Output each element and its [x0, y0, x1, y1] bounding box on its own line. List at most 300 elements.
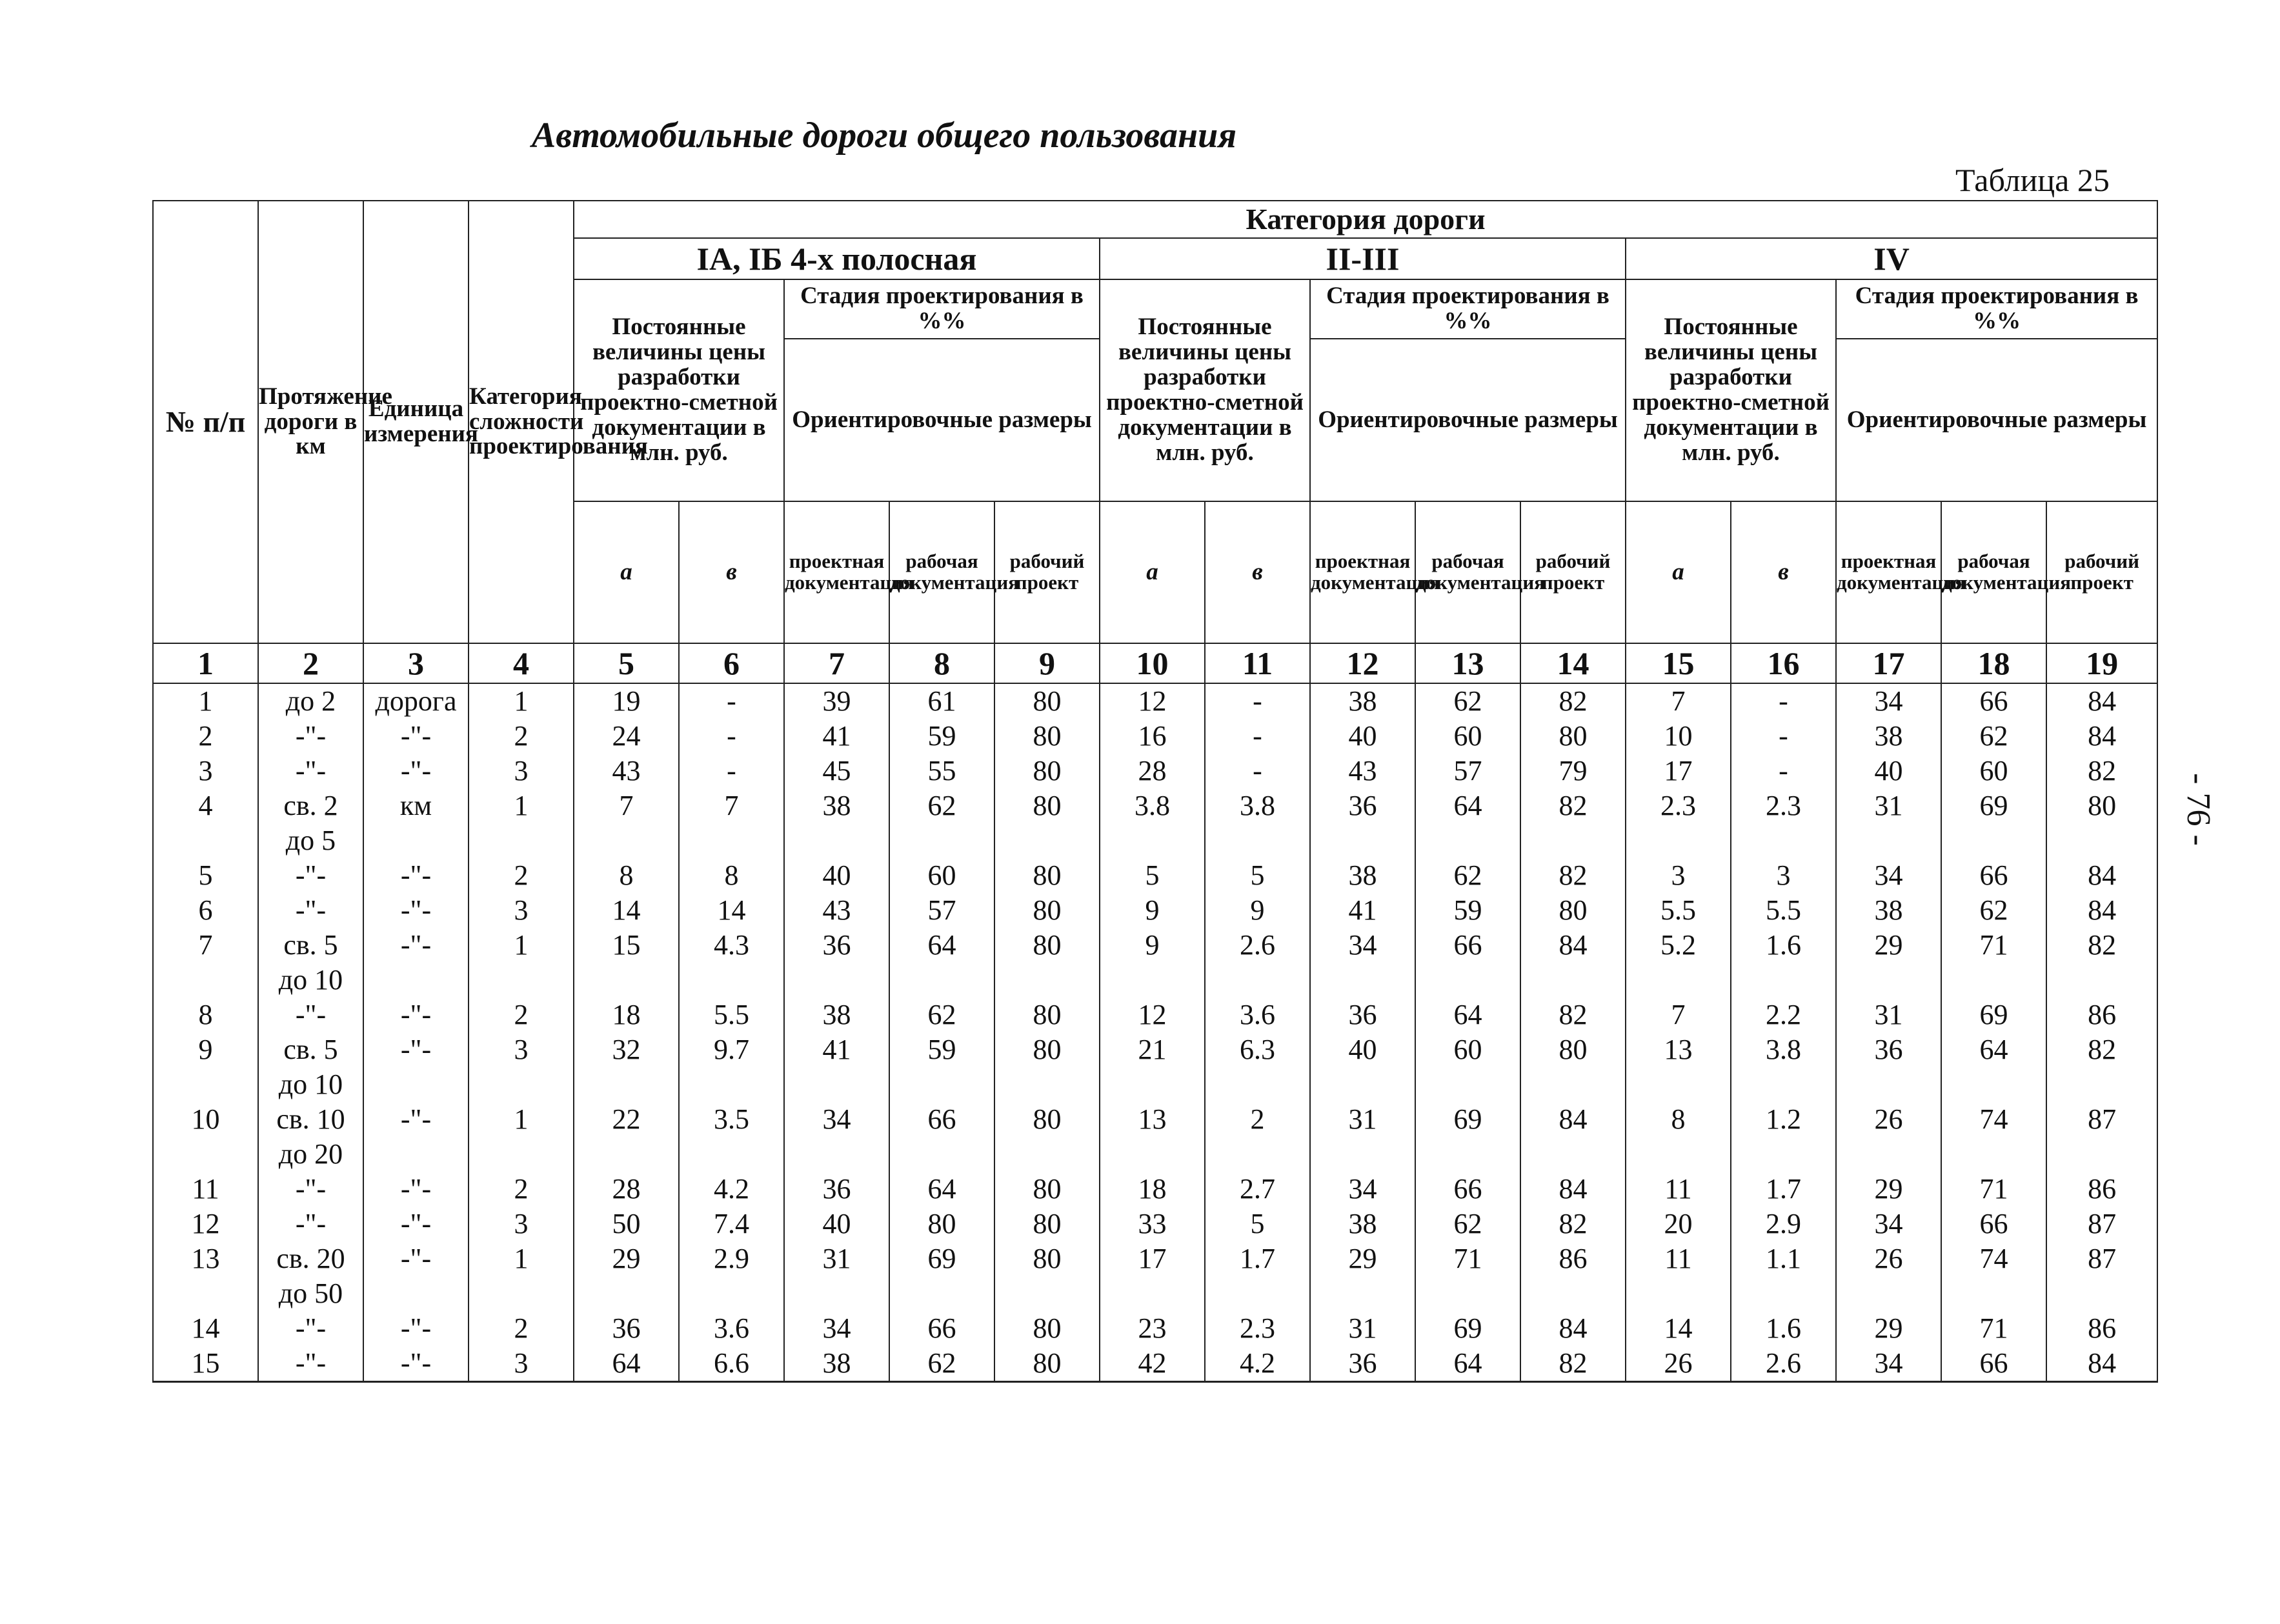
group-1-design-stage: Стадия проектирования в %%	[784, 279, 1100, 339]
table-cell: 69	[1415, 1102, 1520, 1172]
table-cell: 59	[889, 1032, 994, 1102]
table-cell: 57	[1415, 754, 1520, 788]
table-cell: 84	[1520, 1311, 1626, 1346]
table-cell: 34	[1836, 858, 1941, 893]
group-2-constant-values: Постоянные величины цены разработки проектно-сметной документации в млн. руб.	[1100, 279, 1310, 501]
table-cell: 38	[784, 1346, 889, 1382]
table-cell: 12	[153, 1207, 258, 1241]
group-title-2: II-III	[1100, 238, 1626, 279]
column-number: 18	[1941, 643, 2046, 683]
table-cell: 5	[1100, 858, 1205, 893]
table-cell: -"-	[363, 858, 469, 893]
table-cell: 62	[889, 997, 994, 1032]
table-cell: 66	[1941, 858, 2046, 893]
table-cell: 36	[1310, 1346, 1415, 1382]
table-cell: 28	[1100, 754, 1205, 788]
table-row	[153, 1311, 2157, 1346]
table-cell: 86	[2046, 1311, 2157, 1346]
table-cell: 43	[1310, 754, 1415, 788]
table-cell: 36	[1310, 997, 1415, 1032]
table-cell: до 2	[258, 683, 363, 719]
group-2-working-project: рабочий проект	[1520, 501, 1626, 643]
table-cell: 6.6	[679, 1346, 784, 1382]
table-row	[153, 997, 2157, 1032]
table-cell: 31	[1836, 788, 1941, 858]
table-cell: 1.7	[1731, 1172, 1836, 1207]
table-cell: 2.3	[1731, 788, 1836, 858]
table-cell: 60	[1415, 1032, 1520, 1102]
table-cell: 38	[1310, 1207, 1415, 1241]
table-cell: -	[679, 719, 784, 754]
table-cell: 2.3	[1626, 788, 1731, 858]
table-cell: 6.3	[1205, 1032, 1310, 1102]
table-cell: 66	[1415, 928, 1520, 997]
table-cell: -"-	[363, 997, 469, 1032]
column-number: 6	[679, 643, 784, 683]
table-cell: -"-	[258, 1346, 363, 1382]
table-cell: 14	[153, 1311, 258, 1346]
table-cell: 38	[1836, 719, 1941, 754]
table-cell: -	[1205, 683, 1310, 719]
table-cell: -"-	[363, 754, 469, 788]
table-cell: 80	[994, 1241, 1100, 1311]
column-number: 11	[1205, 643, 1310, 683]
table-cell: 4.3	[679, 928, 784, 997]
table-cell: -"-	[258, 1172, 363, 1207]
table-cell: 84	[2046, 858, 2157, 893]
column-number: 15	[1626, 643, 1731, 683]
table-cell: 80	[994, 858, 1100, 893]
table-cell: 80	[2046, 788, 2157, 858]
table-cell: 10	[153, 1102, 258, 1172]
table-cell: 18	[574, 997, 679, 1032]
table-cell: 28	[574, 1172, 679, 1207]
table-cell: 1	[469, 1102, 574, 1172]
table-cell: 6	[153, 893, 258, 928]
table-cell: 71	[1941, 1172, 2046, 1207]
group-2-working-docs: рабочая документация	[1415, 501, 1520, 643]
header-complexity: Категория сложности проектирования	[469, 201, 574, 643]
table-cell: 42	[1100, 1346, 1205, 1382]
table-cell: 69	[1941, 788, 2046, 858]
table-cell: 29	[1836, 928, 1941, 997]
table-cell: -"-	[363, 1207, 469, 1241]
table-cell: 2.6	[1205, 928, 1310, 997]
table-cell: -"-	[363, 928, 469, 997]
table-cell: 64	[574, 1346, 679, 1382]
header-length: Протяжение дороги в км	[258, 201, 363, 643]
table-cell: 3	[469, 1346, 574, 1382]
table-cell: 74	[1941, 1102, 2046, 1172]
table-cell: 40	[1310, 1032, 1415, 1102]
table-cell: 38	[1310, 858, 1415, 893]
table-body	[153, 683, 2157, 1382]
table-cell: 62	[889, 788, 994, 858]
table-cell: -"-	[258, 858, 363, 893]
table-row	[153, 1346, 2157, 1382]
table-cell: 40	[784, 858, 889, 893]
table-cell: 7	[574, 788, 679, 858]
table-cell: 2.3	[1205, 1311, 1310, 1346]
table-cell: 3	[469, 893, 574, 928]
group-1-constant-values: Постоянные величины цены разработки проектно-сметной документации в млн. руб.	[574, 279, 784, 501]
table-row	[153, 719, 2157, 754]
table-row	[153, 1172, 2157, 1207]
table-cell: 1	[153, 683, 258, 719]
table-cell: 84	[2046, 1346, 2157, 1382]
table-cell: 18	[1100, 1172, 1205, 1207]
table-cell: 45	[784, 754, 889, 788]
table-cell: 57	[889, 893, 994, 928]
table-cell: 3.6	[1205, 997, 1310, 1032]
column-number: 13	[1415, 643, 1520, 683]
table-cell: 33	[1100, 1207, 1205, 1241]
table-cell: -"-	[363, 893, 469, 928]
table-cell: 71	[1941, 1311, 2046, 1346]
table-header	[153, 201, 2157, 683]
table-cell: -	[1731, 683, 1836, 719]
table-cell: 5.5	[679, 997, 784, 1032]
group-1-b: в	[679, 501, 784, 643]
table-cell: 8	[574, 858, 679, 893]
table-cell: 7	[1626, 997, 1731, 1032]
table-cell: 87	[2046, 1102, 2157, 1172]
group-1-a: а	[574, 501, 679, 643]
column-number: 19	[2046, 643, 2157, 683]
group-3-design-docs: проектная документация	[1836, 501, 1941, 643]
table-cell: 26	[1836, 1102, 1941, 1172]
group-3-a: а	[1626, 501, 1731, 643]
table-cell: 36	[784, 928, 889, 997]
group-2-b: в	[1205, 501, 1310, 643]
table-cell: 84	[1520, 928, 1626, 997]
table-cell: 82	[1520, 788, 1626, 858]
table-cell: 80	[889, 1207, 994, 1241]
table-cell: 86	[1520, 1241, 1626, 1311]
table-cell: 62	[889, 1346, 994, 1382]
table-cell: 41	[1310, 893, 1415, 928]
table-cell: 64	[1415, 997, 1520, 1032]
table-cell: 60	[1941, 754, 2046, 788]
table-cell: 34	[1310, 1172, 1415, 1207]
table-cell: 84	[2046, 719, 2157, 754]
table-cell: 1.1	[1731, 1241, 1836, 1311]
table-cell: 38	[1836, 893, 1941, 928]
column-number: 3	[363, 643, 469, 683]
column-number: 4	[469, 643, 574, 683]
table-cell: 66	[1415, 1172, 1520, 1207]
table-row	[153, 858, 2157, 893]
column-number: 8	[889, 643, 994, 683]
table-cell: св. 5 до 10	[258, 928, 363, 997]
table-cell: -"-	[258, 1207, 363, 1241]
table-cell: 80	[994, 928, 1100, 997]
group-1-working-project: рабочий проект	[994, 501, 1100, 643]
table-cell: -	[679, 683, 784, 719]
header-unit: Единица измерения	[363, 201, 469, 643]
table-row	[153, 1241, 2157, 1311]
group-3-approx-sizes: Ориентировочные размеры	[1836, 339, 2157, 501]
table-cell: 1	[469, 683, 574, 719]
table-row	[153, 683, 2157, 719]
table-label: Таблица 25	[1955, 162, 2110, 198]
table-cell: -"-	[258, 719, 363, 754]
design-cost-table	[152, 200, 2158, 1383]
table-cell: 86	[2046, 1172, 2157, 1207]
table-cell: 60	[1415, 719, 1520, 754]
table-cell: 62	[1941, 893, 2046, 928]
table-cell: 39	[784, 683, 889, 719]
column-number: 7	[784, 643, 889, 683]
table-cell: 2	[469, 1311, 574, 1346]
table-cell: 62	[1415, 858, 1520, 893]
table-cell: 69	[1941, 997, 2046, 1032]
group-3-working-docs: рабочая документация	[1941, 501, 2046, 643]
group-3-b: в	[1731, 501, 1836, 643]
table-cell: 79	[1520, 754, 1626, 788]
column-number: 10	[1100, 643, 1205, 683]
table-row	[153, 928, 2157, 997]
document-title: Автомобильные дороги общего пользования	[531, 115, 1237, 155]
table-cell: 14	[574, 893, 679, 928]
table-cell: 14	[679, 893, 784, 928]
group-2-design-stage: Стадия проектирования в %%	[1310, 279, 1626, 339]
table-cell: 3	[469, 754, 574, 788]
table-cell: 82	[2046, 928, 2157, 997]
table-cell: 55	[889, 754, 994, 788]
table-row	[153, 1207, 2157, 1241]
table-cell: 2.9	[1731, 1207, 1836, 1241]
table-cell: 84	[1520, 1172, 1626, 1207]
group-2-a: а	[1100, 501, 1205, 643]
table-cell: 34	[1836, 683, 1941, 719]
column-number-row	[153, 643, 2157, 683]
table-cell: 34	[1836, 1207, 1941, 1241]
header-road-category: Категория дороги	[574, 201, 2157, 238]
table-cell: 31	[1836, 997, 1941, 1032]
table-cell: 3	[469, 1207, 574, 1241]
table-cell: 16	[1100, 719, 1205, 754]
table-cell: 31	[1310, 1102, 1415, 1172]
table-cell: 80	[994, 1311, 1100, 1346]
table-cell: 86	[2046, 997, 2157, 1032]
table-row	[153, 1102, 2157, 1172]
table-cell: 50	[574, 1207, 679, 1241]
table-cell: 38	[784, 788, 889, 858]
table-cell: 80	[994, 754, 1100, 788]
table-cell: 3	[153, 754, 258, 788]
table-cell: -"-	[363, 1311, 469, 1346]
table-cell: -	[1205, 754, 1310, 788]
table-cell: 1.6	[1731, 1311, 1836, 1346]
table-cell: 36	[574, 1311, 679, 1346]
table-cell: 40	[1310, 719, 1415, 754]
table-cell: 7	[1626, 683, 1731, 719]
table-cell: 5	[153, 858, 258, 893]
table-cell: 2.9	[679, 1241, 784, 1311]
table-cell: 80	[994, 1207, 1100, 1241]
table-cell: 84	[2046, 683, 2157, 719]
table-cell: 66	[1941, 1346, 2046, 1382]
table-cell: 82	[1520, 1346, 1626, 1382]
table-cell: 38	[784, 997, 889, 1032]
table-cell: 20	[1626, 1207, 1731, 1241]
table-cell: 11	[1626, 1172, 1731, 1207]
table-cell: 34	[784, 1102, 889, 1172]
table-cell: 82	[2046, 1032, 2157, 1102]
table-cell: 9.7	[679, 1032, 784, 1102]
table-cell: 2.2	[1731, 997, 1836, 1032]
table-cell: 62	[1415, 683, 1520, 719]
table-cell: 3.6	[679, 1311, 784, 1346]
table-cell: 3	[469, 1032, 574, 1102]
column-number: 2	[258, 643, 363, 683]
table-cell: 34	[1310, 928, 1415, 997]
table-cell: 1.6	[1731, 928, 1836, 997]
table-cell: 80	[1520, 719, 1626, 754]
table-cell: 1.7	[1205, 1241, 1310, 1311]
table-cell: 80	[1520, 893, 1626, 928]
table-cell: 80	[994, 1346, 1100, 1382]
table-cell: 71	[1941, 928, 2046, 997]
table-cell: 62	[1415, 1207, 1520, 1241]
table-cell: 66	[1941, 1207, 2046, 1241]
table-cell: 34	[784, 1311, 889, 1346]
group-2-design-docs: проектная документация	[1310, 501, 1415, 643]
table-cell: 80	[994, 1102, 1100, 1172]
table-cell: 7	[153, 928, 258, 997]
table-cell: 64	[1415, 1346, 1520, 1382]
table-cell: км	[363, 788, 469, 858]
table-cell: -"-	[363, 1032, 469, 1102]
table-cell: 9	[1100, 893, 1205, 928]
table-cell: 87	[2046, 1241, 2157, 1311]
table-cell: 4.2	[1205, 1346, 1310, 1382]
table-cell: св. 10 до 20	[258, 1102, 363, 1172]
table-cell: -"-	[363, 719, 469, 754]
table-cell: 36	[784, 1172, 889, 1207]
table-cell: 14	[1626, 1311, 1731, 1346]
table-cell: 31	[784, 1241, 889, 1311]
table-cell: 5.2	[1626, 928, 1731, 997]
column-number: 14	[1520, 643, 1626, 683]
table-cell: 23	[1100, 1311, 1205, 1346]
table-cell: 82	[1520, 1207, 1626, 1241]
table-cell: 10	[1626, 719, 1731, 754]
table-cell: 9	[153, 1032, 258, 1102]
table-cell: 29	[1836, 1172, 1941, 1207]
table-cell: 66	[889, 1311, 994, 1346]
table-cell: 4.2	[679, 1172, 784, 1207]
table-cell: 66	[889, 1102, 994, 1172]
table-cell: 64	[889, 928, 994, 997]
table-cell: 15	[574, 928, 679, 997]
table-cell: 64	[1941, 1032, 2046, 1102]
group-title-1: IA, IБ 4-х полосная	[574, 238, 1100, 279]
table-cell: 13	[153, 1241, 258, 1311]
table-cell: 80	[994, 719, 1100, 754]
table-cell: 61	[889, 683, 994, 719]
table-cell: 43	[574, 754, 679, 788]
table-cell: 40	[1836, 754, 1941, 788]
table-cell: 59	[1415, 893, 1520, 928]
column-number: 5	[574, 643, 679, 683]
table-cell: 38	[1310, 683, 1415, 719]
group-2-approx-sizes: Ориентировочные размеры	[1310, 339, 1626, 501]
table-cell: 43	[784, 893, 889, 928]
table-cell: 84	[2046, 893, 2157, 928]
table-cell: 9	[1100, 928, 1205, 997]
table-cell: 87	[2046, 1207, 2157, 1241]
table-cell: 41	[784, 719, 889, 754]
table-cell: -	[1731, 719, 1836, 754]
table-cell: св. 2 до 5	[258, 788, 363, 858]
table-cell: 82	[1520, 997, 1626, 1032]
table-cell: 80	[994, 1172, 1100, 1207]
table-cell: 5	[1205, 858, 1310, 893]
column-number: 9	[994, 643, 1100, 683]
table-cell: 36	[1836, 1032, 1941, 1102]
table-cell: 12	[1100, 683, 1205, 719]
table-cell: 1	[469, 1241, 574, 1311]
table-cell: 3	[1731, 858, 1836, 893]
table-cell: 80	[994, 683, 1100, 719]
table-cell: св. 5 до 10	[258, 1032, 363, 1102]
table-cell: 3.8	[1731, 1032, 1836, 1102]
column-number: 16	[1731, 643, 1836, 683]
page-number: - 76 -	[2179, 773, 2217, 846]
table-cell: 82	[1520, 858, 1626, 893]
table-cell: -	[679, 754, 784, 788]
table-cell: 8	[1626, 1102, 1731, 1172]
table-cell: -	[1731, 754, 1836, 788]
group-1-approx-sizes: Ориентировочные размеры	[784, 339, 1100, 501]
table-row	[153, 1032, 2157, 1102]
table-cell: 5.5	[1731, 893, 1836, 928]
table-cell: 59	[889, 719, 994, 754]
table-cell: 17	[1100, 1241, 1205, 1311]
table-cell: 41	[784, 1032, 889, 1102]
table-cell: -"-	[258, 754, 363, 788]
table-cell: 74	[1941, 1241, 2046, 1311]
table-cell: 9	[1205, 893, 1310, 928]
table-cell: 2	[153, 719, 258, 754]
table-cell: св. 20 до 50	[258, 1241, 363, 1311]
table-cell: 24	[574, 719, 679, 754]
table-cell: -"-	[363, 1346, 469, 1382]
table-cell: 5	[1205, 1207, 1310, 1241]
table-cell: 69	[1415, 1311, 1520, 1346]
table-cell: 3.5	[679, 1102, 784, 1172]
table-cell: -"-	[258, 1311, 363, 1346]
table-cell: 40	[784, 1207, 889, 1241]
table-cell: 26	[1626, 1346, 1731, 1382]
table-cell: 31	[1310, 1311, 1415, 1346]
table-cell: 2	[469, 719, 574, 754]
table-cell: 19	[574, 683, 679, 719]
table-cell: 80	[1520, 1032, 1626, 1102]
group-1-working-docs: рабочая документация	[889, 501, 994, 643]
table-cell: 66	[1941, 683, 2046, 719]
table-cell: 64	[889, 1172, 994, 1207]
group-3-constant-values: Постоянные величины цены разработки проектно-сметной документации в млн. руб.	[1626, 279, 1836, 501]
table-cell: дорога	[363, 683, 469, 719]
table-cell: 11	[1626, 1241, 1731, 1311]
table-row	[153, 893, 2157, 928]
table-cell: -"-	[258, 893, 363, 928]
table-cell: 12	[1100, 997, 1205, 1032]
group-title-3: IV	[1626, 238, 2157, 279]
